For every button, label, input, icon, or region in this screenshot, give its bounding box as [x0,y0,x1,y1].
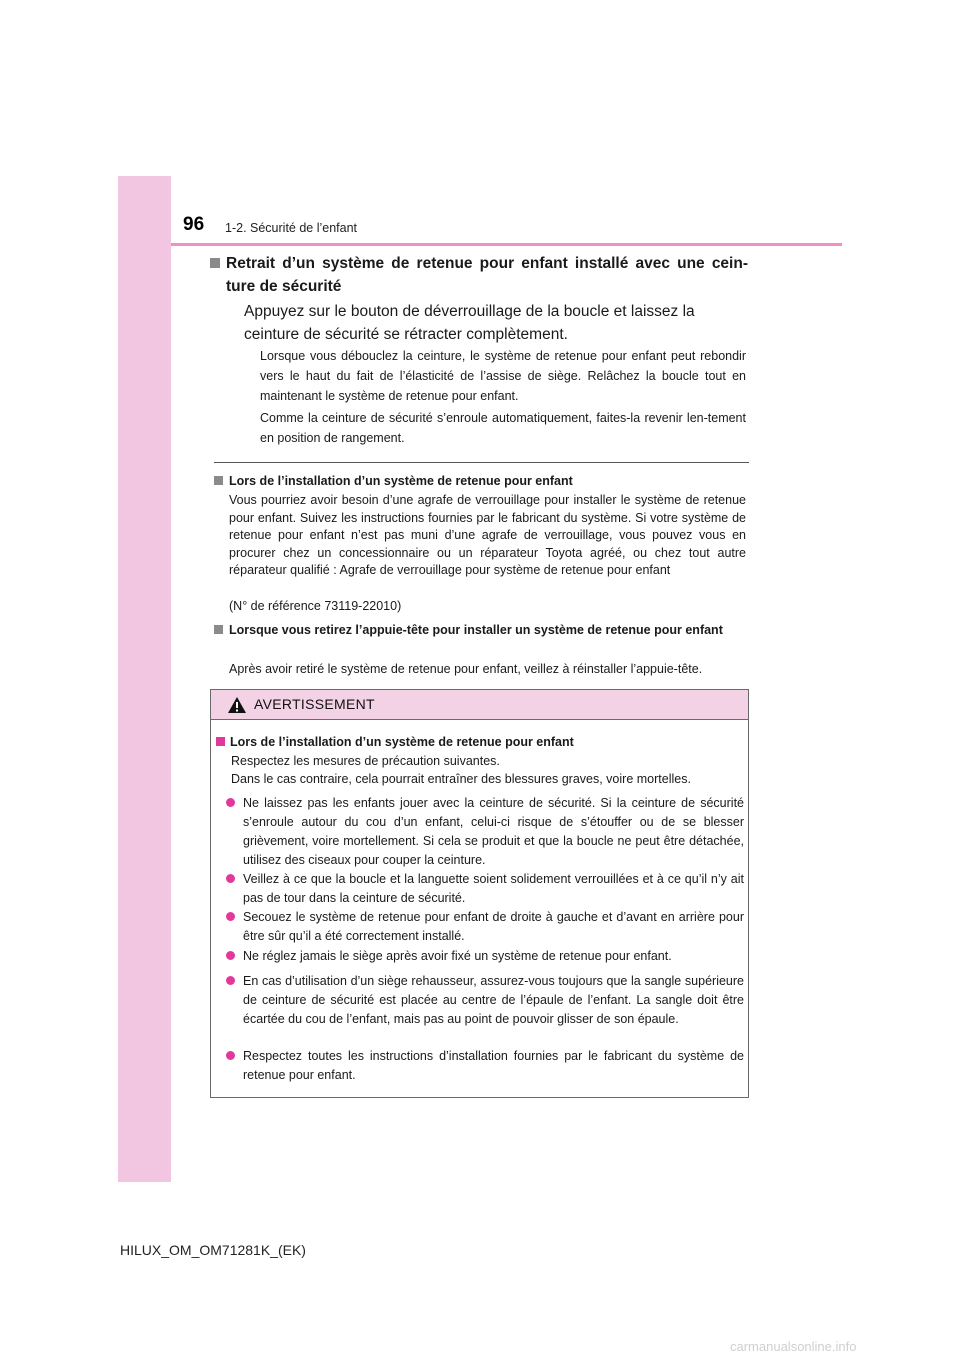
warning-item [216,794,744,870]
warning-item [216,870,744,908]
warning-item-text: Ne laissez pas les enfants jouer avec la ceinture de sécurité. Si la ceinture de sécurité s’enroule autour du cou d’un enfant, celui-ci risque de s’étouffer ou de se blesser grièvement, voire mortellement. Si cela se produit et que la boucle ne peut être détachée, utilisez des ciseaux pour couper la ceinture. [243,796,744,867]
round-bullet-icon [226,798,235,807]
warning-item-text: Ne réglez jamais le siège après avoir fixé un système de retenue pour enfant. [243,949,672,963]
warning-triangle-icon [227,696,247,714]
warning-intro-line-2: Dans le cas contraire, cela pourrait entraîner des blessures graves, voire mortelles. [231,772,691,786]
warning-item [216,972,744,1029]
round-bullet-icon [226,976,235,985]
headrest-heading-text: Lorsque vous retirez l’appuie-tête pour installer un système de retenue pour enfant [229,623,723,637]
header-rule [171,243,842,246]
warning-header [211,690,748,720]
warning-item-text: Respectez toutes les instructions d’installation fournies par le fabricant du système de retenue pour enfant. [243,1049,744,1082]
page-number: 96 [183,214,205,235]
warning-intro [231,752,744,788]
installation-heading [214,472,748,490]
note-paragraph-1: Lorsque vous débouclez la ceinture, le système de retenue pour enfant peut rebondir vers le haut du fait de l’élasticité de l’assise de siège. Relâchez la boucle tout en maintenant le système de retenue pour enfant. [260,349,746,403]
installation-reference: (N° de référence 73119-22010) [229,599,402,613]
warning-box [210,689,749,1098]
section-divider [214,462,749,463]
installation-heading-text: Lors de l’installation d’un système de retenue pour enfant [229,474,573,488]
warning-item-text: En cas d’utilisation d’un siège rehausseur, assurez-vous toujours que la sangle supérieure de ceinture de sécurité est placée au centre de l’épaule de l’enfant. La sangle doit être écartée du cou de l’enfant, mais pas au point de pouvoir glisser de son épaule. [243,974,744,1026]
footer-code: HILUX_OM_OM71281K_(EK) [120,1242,306,1258]
main-heading [226,252,748,298]
round-bullet-icon [226,912,235,921]
square-bullet-icon [210,258,220,268]
warning-title: AVERTISSEMENT [254,696,375,712]
warning-item [216,908,744,946]
warning-item [216,1047,744,1085]
square-bullet-icon [216,737,225,746]
headrest-heading [214,621,748,639]
round-bullet-icon [226,1051,235,1060]
warning-heading-text: Lors de l’installation d’un système de retenue pour enfant [230,735,574,749]
warning-item-text: Secouez le système de retenue pour enfant de droite à gauche et d’avant en arrière pour être sûr qu’il a été correctement installé. [243,910,744,943]
warning-item [216,947,744,966]
warning-heading [216,733,744,751]
warning-item-text: Veillez à ce que la boucle et la languette soient solidement verrouillées et à ce qu’il n’y ait pas de tour dans la ceinture de sécurité. [243,872,744,905]
main-heading-text: Retrait d’un système de retenue pour enfant installé avec une cein-ture de sécurité [226,255,748,295]
installation-text: Vous pourriez avoir besoin d’une agrafe de verrouillage pour installer le système de retenue pour enfant. Suivez les instructions fournies par le fabricant du système. Si votre système de retenue pour enfant n’est pas muni d’une agrafe de verrouillage, vous pouvez vous en procurer chez un concessionnaire ou un réparateur Toyota agréé, ou chez tout autre réparateur qualifié : Agrafe de verrouillage pour système de retenue pour enfant [229,493,746,577]
side-tab-bar [118,176,171,1182]
main-instruction: Appuyez sur le bouton de déverrouillage de la boucle et laissez la ceinture de sécurité se rétracter complètement. [244,303,695,343]
round-bullet-icon [226,951,235,960]
headrest-text: Après avoir retiré le système de retenue pour enfant, veillez à réinstaller l’appuie-tête. [229,662,703,676]
square-bullet-icon [214,625,223,634]
note-paragraph-2: Comme la ceinture de sécurité s’enroule automatiquement, faites-la revenir len-tement en position de rangement. [260,411,746,445]
section-title: 1-2. Sécurité de l’enfant [225,221,358,235]
square-bullet-icon [214,476,223,485]
round-bullet-icon [226,874,235,883]
watermark: carmanualsonline.info [730,1339,857,1354]
warning-intro-line-1: Respectez les mesures de précaution suivantes. [231,754,500,768]
